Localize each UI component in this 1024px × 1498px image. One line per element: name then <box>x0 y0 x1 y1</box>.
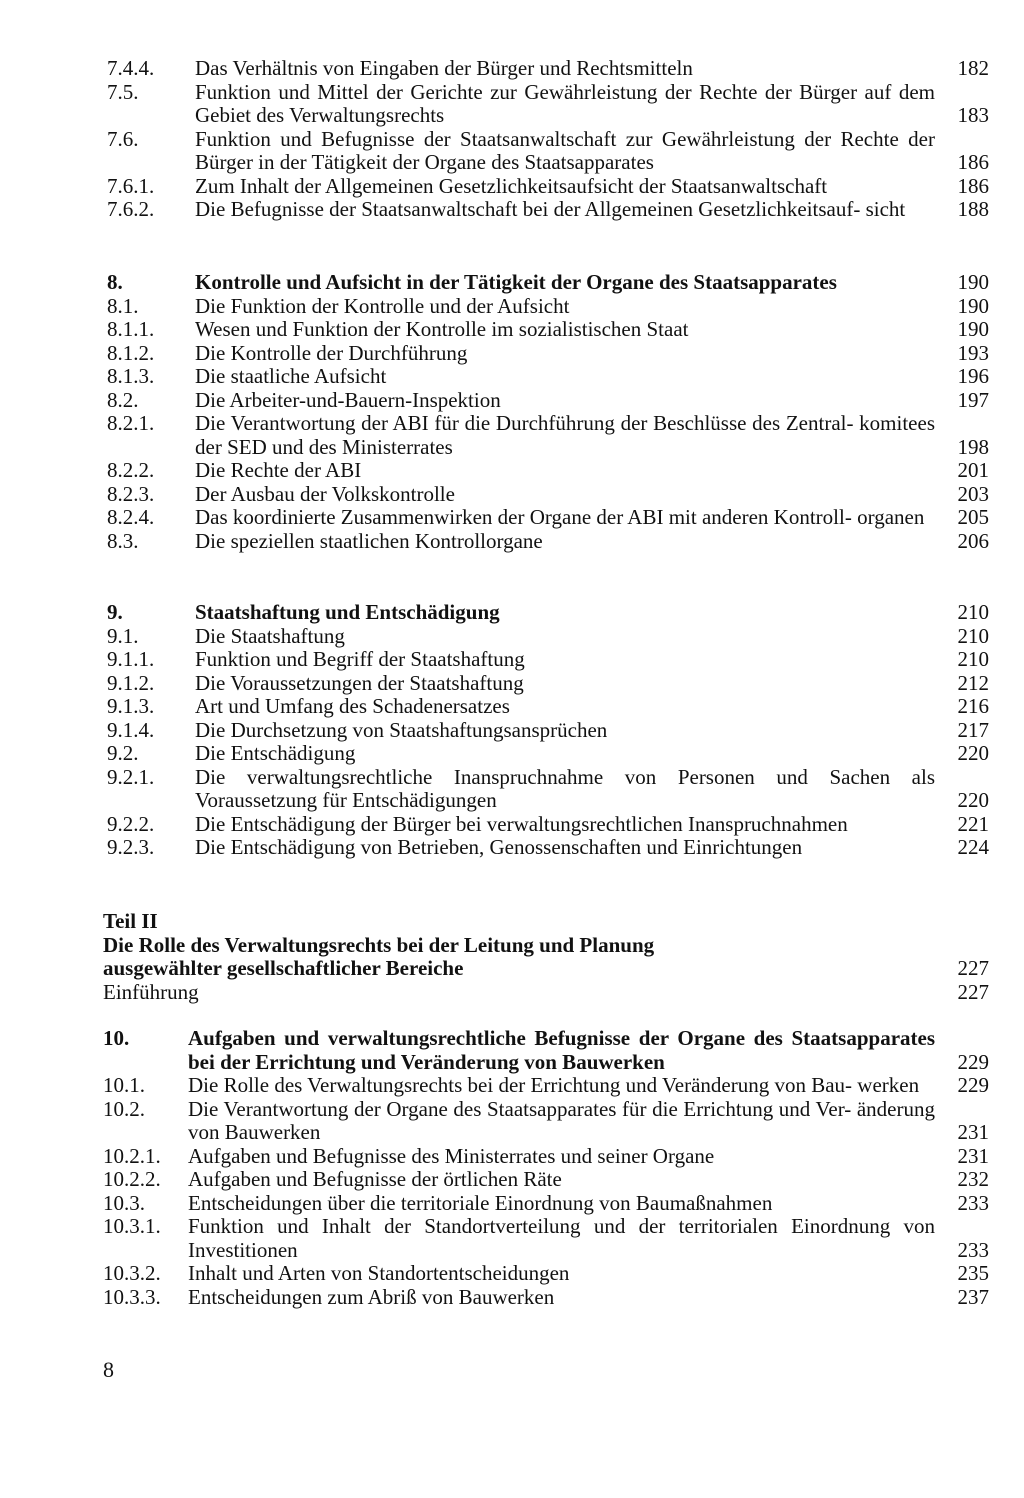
entry-page: 231 <box>957 1120 989 1144</box>
toc-entry <box>0 672 1024 696</box>
entry-number: 9.2. <box>107 741 139 765</box>
entry-number: 7.6.1. <box>107 173 155 198</box>
entry-page: 210 <box>957 623 989 648</box>
entry-page: 193 <box>957 340 989 365</box>
entry-title: Funktion und Mittel der Gerichte zur Gewährleistung der Rechte der Bürger auf dem Gebiet des Verwaltungsrechts <box>195 79 935 127</box>
entry-number: 9.2.2. <box>107 811 155 836</box>
entry-number: 9.2.1. <box>107 764 155 789</box>
entry-title: Das Verhältnis von Eingaben der Bürger und Rechtsmitteln <box>195 56 693 80</box>
toc-entry <box>0 459 1024 483</box>
toc-part-2 <box>0 910 1024 1004</box>
entry-title: Wesen und Funktion der Kontrolle im sozialistischen Staat <box>195 317 689 341</box>
entry-page: 237 <box>957 1284 989 1309</box>
toc-entry <box>0 1192 1024 1216</box>
entry-page: 212 <box>957 670 989 695</box>
entry-title: Die Kontrolle der Durchführung <box>195 340 468 365</box>
entry-number: 8.1. <box>107 293 139 318</box>
toc-entry <box>0 766 1024 813</box>
chapter-entry <box>0 601 1024 625</box>
entry-number: 8.2.1. <box>107 411 155 435</box>
toc-entry <box>0 1262 1024 1286</box>
entry-number: 10.3.1. <box>103 1214 161 1238</box>
entry-number: 9.1.3. <box>107 694 155 718</box>
entry-title: Der Ausbau der Volkskontrolle <box>195 481 455 506</box>
part-page: 227 <box>957 956 989 980</box>
toc-entry <box>0 1098 1024 1145</box>
entry-page: 190 <box>957 270 989 294</box>
entry-number: 10.2.2. <box>103 1167 161 1191</box>
toc-entry <box>0 813 1024 837</box>
entry-number: 7.4.4. <box>107 56 155 80</box>
entry-page: 229 <box>957 1049 989 1074</box>
toc-entry <box>0 1145 1024 1169</box>
entry-page: 233 <box>957 1190 989 1215</box>
entry-page: 210 <box>957 600 989 624</box>
entry-page: 229 <box>957 1073 989 1097</box>
toc-entry <box>0 1215 1024 1262</box>
toc-entry <box>0 695 1024 719</box>
entry-number: 8.2.2. <box>107 458 155 482</box>
entry-title: Funktion und Begriff der Staatshaftung <box>195 647 525 671</box>
entry-number: 7.6. <box>107 126 139 151</box>
entry-title: Die Staatshaftung <box>195 623 345 648</box>
entry-page: 220 <box>957 741 989 765</box>
toc-section-7 <box>0 57 1024 222</box>
toc-entry <box>0 295 1024 319</box>
entry-title: Die Durchsetzung von Staatshaftungsansprüchen <box>195 717 608 742</box>
entry-page: 231 <box>957 1143 989 1168</box>
entry-page: 196 <box>957 364 989 388</box>
toc-chapter-9 <box>0 601 1024 860</box>
toc-entry <box>0 318 1024 342</box>
entry-title: Entscheidungen über die territoriale Einordnung von Baumaßnahmen <box>188 1190 773 1215</box>
entry-number: 8.2.4. <box>107 505 155 529</box>
entry-page: 203 <box>957 481 989 506</box>
entry-title: Die Arbeiter-und-Bauern-Inspektion <box>195 387 501 412</box>
entry-title: Die Verantwortung der ABI für die Durchführung der Beschlüsse des Zentral- komitees der SED und des Ministerrates <box>195 411 935 459</box>
toc-entry <box>0 57 1024 81</box>
introduction <box>0 981 1024 1005</box>
introduction-page: 227 <box>957 979 989 1004</box>
entry-title: Funktion und Befugnisse der Staatsanwaltschaft zur Gewährleistung der Rechte der Bürger in der Tätigkeit der Organe des Staatsapparates <box>195 126 935 174</box>
toc-entry <box>0 742 1024 766</box>
toc-entry <box>0 648 1024 672</box>
entry-title: Die Funktion der Kontrolle und der Aufsicht <box>195 293 570 318</box>
entry-page: 216 <box>957 694 989 718</box>
toc-entry <box>0 1286 1024 1310</box>
part-title-line-1: Die Rolle des Verwaltungsrechts bei der Leitung und Planung <box>103 932 655 957</box>
entry-title: Staatshaftung und Entschädigung <box>195 600 500 624</box>
chapter-entry <box>0 1027 1024 1074</box>
entry-number: 8.2.3. <box>107 481 155 506</box>
entry-title: Aufgaben und Befugnisse des Ministerrates und seiner Organe <box>188 1143 715 1168</box>
toc-entry <box>0 81 1024 128</box>
entry-number: 10.3. <box>103 1190 145 1215</box>
entry-page: 217 <box>957 717 989 742</box>
toc-entry <box>0 483 1024 507</box>
entry-page: 224 <box>957 835 989 859</box>
entry-title: Die Voraussetzungen der Staatshaftung <box>195 670 524 695</box>
entry-page: 183 <box>957 103 989 127</box>
introduction-label: Einführung <box>103 979 199 1004</box>
entry-number: 10.2.1. <box>103 1143 161 1168</box>
entry-page: 186 <box>957 173 989 198</box>
toc-entry <box>0 128 1024 175</box>
toc-entry <box>0 836 1024 860</box>
toc-entry <box>0 175 1024 199</box>
entry-number: 8.2. <box>107 387 139 412</box>
toc-entry <box>0 365 1024 389</box>
toc-entry <box>0 198 1024 222</box>
entry-page: 220 <box>957 788 989 812</box>
entry-title: Die Rechte der ABI <box>195 458 362 482</box>
entry-title: Entscheidungen zum Abriß von Bauwerken <box>188 1284 555 1309</box>
entry-title: Die staatliche Aufsicht <box>195 364 387 388</box>
entry-number: 10.1. <box>103 1073 145 1097</box>
entry-page: 190 <box>957 317 989 341</box>
entry-title: Kontrolle und Aufsicht in der Tätigkeit der Organe des Staatsapparates <box>195 270 837 294</box>
entry-title: Art und Umfang des Schadenersatzes <box>195 694 510 718</box>
toc-entry <box>0 506 1024 530</box>
entry-page: 206 <box>957 528 989 553</box>
toc-entry <box>0 412 1024 459</box>
entry-page: 210 <box>957 647 989 671</box>
entry-page: 198 <box>957 434 989 459</box>
part-title-line-2-text: ausgewählter gesellschaftlicher Bereiche <box>103 956 464 980</box>
entry-number: 8.1.2. <box>107 340 155 365</box>
entry-number: 10.3.3. <box>103 1284 161 1309</box>
entry-number: 10. <box>103 1026 130 1050</box>
entry-title: Die Entschädigung <box>195 741 356 765</box>
entry-title: Die verwaltungsrechtliche Inanspruchnahme von Personen und Sachen als Voraussetzung für Entschädigungen <box>195 764 935 812</box>
entry-number: 7.6.2. <box>107 197 155 221</box>
toc-chapter-10 <box>0 1027 1024 1309</box>
entry-page: 235 <box>957 1261 989 1285</box>
toc-entry <box>0 719 1024 743</box>
entry-page: 186 <box>957 150 989 174</box>
entry-title: Die Rolle des Verwaltungsrechts bei der Errichtung und Veränderung von Bau- werken <box>188 1073 920 1097</box>
entry-title: Die Befugnisse der Staatsanwaltschaft bei der Allgemeinen Gesetzlichkeitsauf- sicht <box>195 197 906 221</box>
toc-entry <box>0 530 1024 554</box>
entry-number: 10.2. <box>103 1096 145 1121</box>
entry-title: Die Verantwortung der Organe des Staatsapparates für die Errichtung und Ver- änderung von Bauwerken <box>188 1096 935 1144</box>
entry-page: 233 <box>957 1237 989 1262</box>
entry-title: Die Entschädigung der Bürger bei verwaltungsrechtlichen Inanspruchnahmen <box>195 811 848 836</box>
entry-number: 9.1.2. <box>107 670 155 695</box>
entry-title: Die Entschädigung von Betrieben, Genossenschaften und Einrichtungen <box>195 835 803 859</box>
entry-page: 197 <box>957 387 989 412</box>
entry-number: 9.1.1. <box>107 647 155 671</box>
entry-number: 10.3.2. <box>103 1261 161 1285</box>
toc-entry <box>0 1168 1024 1192</box>
entry-number: 8. <box>107 270 123 294</box>
part-label: Teil II <box>103 909 158 933</box>
entry-page: 205 <box>957 505 989 529</box>
entry-page: 182 <box>957 56 989 80</box>
toc-chapter-8 <box>0 271 1024 553</box>
entry-number: 9.1.4. <box>107 717 155 742</box>
entry-title: Aufgaben und verwaltungsrechtliche Befugnisse der Organe des Staatsapparates bei der Errichtung und Veränderung von Bauwerken <box>188 1026 935 1074</box>
entry-number: 8.1.1. <box>107 317 155 341</box>
entry-page: 232 <box>957 1167 989 1191</box>
part-title-line-2 <box>0 957 1024 981</box>
entry-title: Aufgaben und Befugnisse der örtlichen Räte <box>188 1167 562 1191</box>
entry-title: Die speziellen staatlichen Kontrollorgane <box>195 528 543 553</box>
toc-entry <box>0 342 1024 366</box>
entry-page: 201 <box>957 458 989 482</box>
entry-number: 9.2.3. <box>107 835 155 859</box>
entry-number: 9. <box>107 600 123 624</box>
toc-entry <box>0 1074 1024 1098</box>
entry-number: 7.5. <box>107 79 139 104</box>
toc-entry <box>0 389 1024 413</box>
entry-page: 188 <box>957 197 989 221</box>
entry-number: 8.3. <box>107 528 139 553</box>
entry-number: 9.1. <box>107 623 139 648</box>
toc-entry <box>0 625 1024 649</box>
entry-title: Inhalt und Arten von Standortentscheidungen <box>188 1261 570 1285</box>
entry-page: 221 <box>957 811 989 836</box>
chapter-entry <box>0 271 1024 295</box>
entry-title: Das koordinierte Zusammenwirken der Organe der ABI mit anderen Kontroll- organen <box>195 505 925 529</box>
entry-title: Zum Inhalt der Allgemeinen Gesetzlichkeitsaufsicht der Staatsanwaltschaft <box>195 173 828 198</box>
entry-title: Funktion und Inhalt der Standortverteilung und der territorialen Einordnung von Investitionen <box>188 1214 935 1262</box>
entry-number: 8.1.3. <box>107 364 155 388</box>
entry-page: 190 <box>957 293 989 318</box>
page-number: 8 <box>103 1357 114 1382</box>
